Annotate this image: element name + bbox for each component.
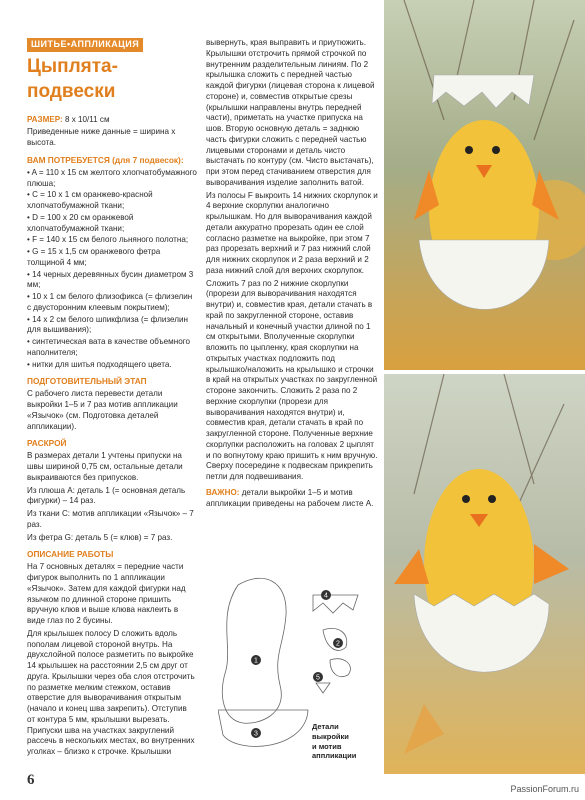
scheme-number: 5 <box>316 674 320 682</box>
material-item: • C = 10 х 1 см оранжево-красной хлопчатобумажной ткани; <box>27 190 153 211</box>
work-heading: ОПИСАНИЕ РАБОТЫ <box>27 549 114 560</box>
scheme-caption-line: аппликации <box>312 751 357 761</box>
left-column <box>27 38 197 760</box>
note-text: детали выкройки 1–5 и мотив аппликации приведены на рабочем листе А. <box>206 487 374 508</box>
cut-intro: В размерах детали 1 учтены припуски на швы шириной 0,75 см, остальные детали выкраиваются без припусков. <box>27 451 183 482</box>
material-item: • 14 черных деревянных бусин диаметром 3 мм; <box>27 269 194 290</box>
important-note <box>206 488 378 510</box>
page-title: Цыплята-подвески <box>27 55 118 103</box>
cut-heading: РАСКРОЙ <box>27 438 67 449</box>
photo-chick-bottom <box>384 374 585 774</box>
shell-bottom-pattern <box>218 710 308 746</box>
material-item: • D = 100 х 20 см оранжевой хлопчатобумажной ткани; <box>27 212 134 233</box>
wing-pattern-2 <box>330 659 350 677</box>
scheme-caption-line: выкройки <box>312 731 349 741</box>
work-paragraph: На 7 основных деталях = передние части фигурок выполнить по 1 аппликации «Язычок». Затем для каждой фигурки над язычком по длинной стороне пришить вручную клюв и выше клюва наклеить в виде глаз по 2 бусины. <box>27 562 186 626</box>
page-number: 6 <box>27 772 35 788</box>
work-paragraph: Для крылышек полосу D сложить вдоль пополам лицевой стороной внутрь. На двухслойной полосе разметить по выкройке 14 крылышек на расстоянии 2,5 см друг от друга. Крылышки через оба слоя отстрочить по разметке мелким стежком, оставив отверстие для выворачивания открытым (начало и конец шва закрепить). Отступив от контура 5 мм, крылышки вырезать. Припуски шва на участках закруглений рассечь в нескольких местах, во внутренних уголках – близко к строчке. Крылышки <box>27 628 195 757</box>
scheme-number: 1 <box>254 657 258 665</box>
size-line <box>27 115 197 126</box>
materials-list <box>27 168 197 371</box>
scheme-number: 4 <box>324 592 328 600</box>
material-item: • A = 110 х 15 см желтого хлопчатобумажного плюша; <box>27 167 197 188</box>
material-item: • нитки для шитья подходящего цвета. <box>27 359 172 369</box>
scheme-caption <box>312 722 356 761</box>
material-item: • F = 140 х 15 см белого льняного полотна; <box>27 235 189 245</box>
scheme-caption-line: Детали <box>312 722 339 731</box>
shell-top-pattern <box>313 592 358 613</box>
size-value: 8 х 10/11 см <box>62 114 110 124</box>
photo-chick-top <box>384 0 585 370</box>
prep-text: С рабочего листа перевести детали выкройки 1–5 и 7 раз мотив аппликации «Язычок» (см. Подготовка деталей аппликации). <box>27 389 178 431</box>
cut-item: Из плюша A: деталь 1 (= основная деталь фигурки) – 14 раз. <box>27 485 186 506</box>
cut-item: Из фетра G: деталь 5 (= клюв) = 7 раз. <box>27 532 173 542</box>
material-item: • 14 х 2 см белого шпикфлиза (= флизелин для вышивания); <box>27 314 188 335</box>
scheme-number: 3 <box>254 730 258 738</box>
size-label: РАЗМЕР: <box>27 114 63 124</box>
materials-heading: ВАМ ПОТРЕБУЕТСЯ (для 7 подвесок): <box>27 154 184 165</box>
chick-body-pattern <box>222 578 286 723</box>
scheme-number: 2 <box>336 640 340 648</box>
work-paragraph: Сложить 7 раз по 2 нижние скорлупки (прорези для выворачивания находятся внутри) и, совместив края, детали стачать в край по закругленной стороне, оставив начальный и конечный участки длиной по 1 см открытыми. Вполученные скорлупки вложить по цыпленку, края скорлупки на открытых участках подложить под крылышко/наложить на крылышко и строчки в край на открытых участках по закругленной стороне закончить. Сложить 2 раза по 2 верхние скорлупки (прорези для выворачивания находятся внутри) и, совместив края, детали стачать в край по закругленной стороне. Полученные верхние скорлупки расположить на головах 2 цыплят и по вопнутому краю пришить к ним вручную. Сверху посередине к подвескам прикрепить петли для подвешивания. <box>206 278 378 481</box>
chick-illustration <box>384 0 585 370</box>
site-credit: PassionForum.ru <box>510 784 579 794</box>
section-banner: ШИТЬЕ•АППЛИКАЦИЯ <box>27 38 143 52</box>
material-item: • G = 15 х 1,5 см оранжевого фетра толщиной 4 мм; <box>27 247 161 267</box>
chick-illustration <box>384 374 585 774</box>
cut-item: Из ткани C: мотив аппликации «Язычок» – 7 раз. <box>27 509 194 529</box>
middle-column <box>206 38 378 511</box>
beak-pattern <box>316 683 330 693</box>
size-note: Приведенные ниже данные = ширина х высота. <box>27 127 176 147</box>
note-label: ВАЖНО: <box>206 487 240 497</box>
material-item: • 10 х 1 см белого флизофикса (= флизелин с двусторонним клеевым покрытием); <box>27 292 193 312</box>
prep-heading: ПОДГОТОВИТЕЛЬНЫЙ ЭТАП <box>27 376 147 387</box>
work-paragraph: вывернуть, края выправить и приутюжить. Крылышки отстрочить прямой строчкой по внутренним разделительным линиям. По 2 крылышка сложить с передней частью каждой фигурки (лицевая сторона к лицевой стороне) и, совместив открытые срезы (крылышки направлены внутрь передней части), приметать на участке припуска на шов. Вторую основную деталь = заднюю часть фигурки сложить с передней частью лицевыми сторонами и деталь чисто выстачать по контуру (см. Чисто выстачать), при этом перед стачиванием отверстия для выворачивания изделие заполнить ватой. <box>206 38 375 187</box>
work-paragraph: Из полосы F выкроить 14 нижних скорлупок и 4 верхние скорлупки аналогично крылышкам. Но для выворачивания каждой детали аккуратно прорезать один ее слой согласно разметке на выкройке, при этом 7 раз прорезать верхний и 7 раз нижний слой для нижних скорлупок и 2 раза верхний и 2 раза нижний слой для верхних скорлупок. <box>206 190 378 275</box>
material-item: • синтетическая вата в качестве объемного наполнителя; <box>27 337 190 357</box>
scheme-caption-line: и мотив <box>312 741 342 751</box>
